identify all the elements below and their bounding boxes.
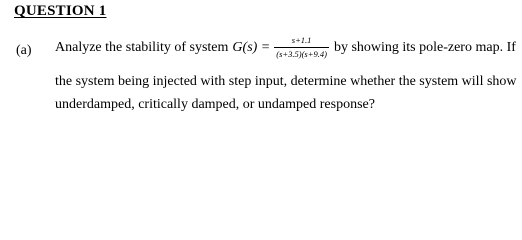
question-heading: QUESTION 1: [14, 3, 107, 19]
question-line-2: the system being injected with step input, determine whether the system will show: [55, 74, 517, 89]
part-label: (a): [16, 43, 32, 58]
line1-suffix: by showing its pole-zero map. If: [333, 40, 516, 55]
transfer-function-label: G(s) =: [232, 40, 271, 55]
fraction-denominator: (s+3.5)(s+9.4): [276, 48, 327, 59]
question-line-3: underdamped, critically damped, or undamped response?: [55, 97, 375, 112]
transfer-function-fraction: [274, 36, 329, 58]
question-line-1: [55, 37, 516, 59]
fraction-numerator: s+1.1: [291, 35, 312, 45]
line1-prefix: Analyze the stability of system: [55, 40, 229, 55]
